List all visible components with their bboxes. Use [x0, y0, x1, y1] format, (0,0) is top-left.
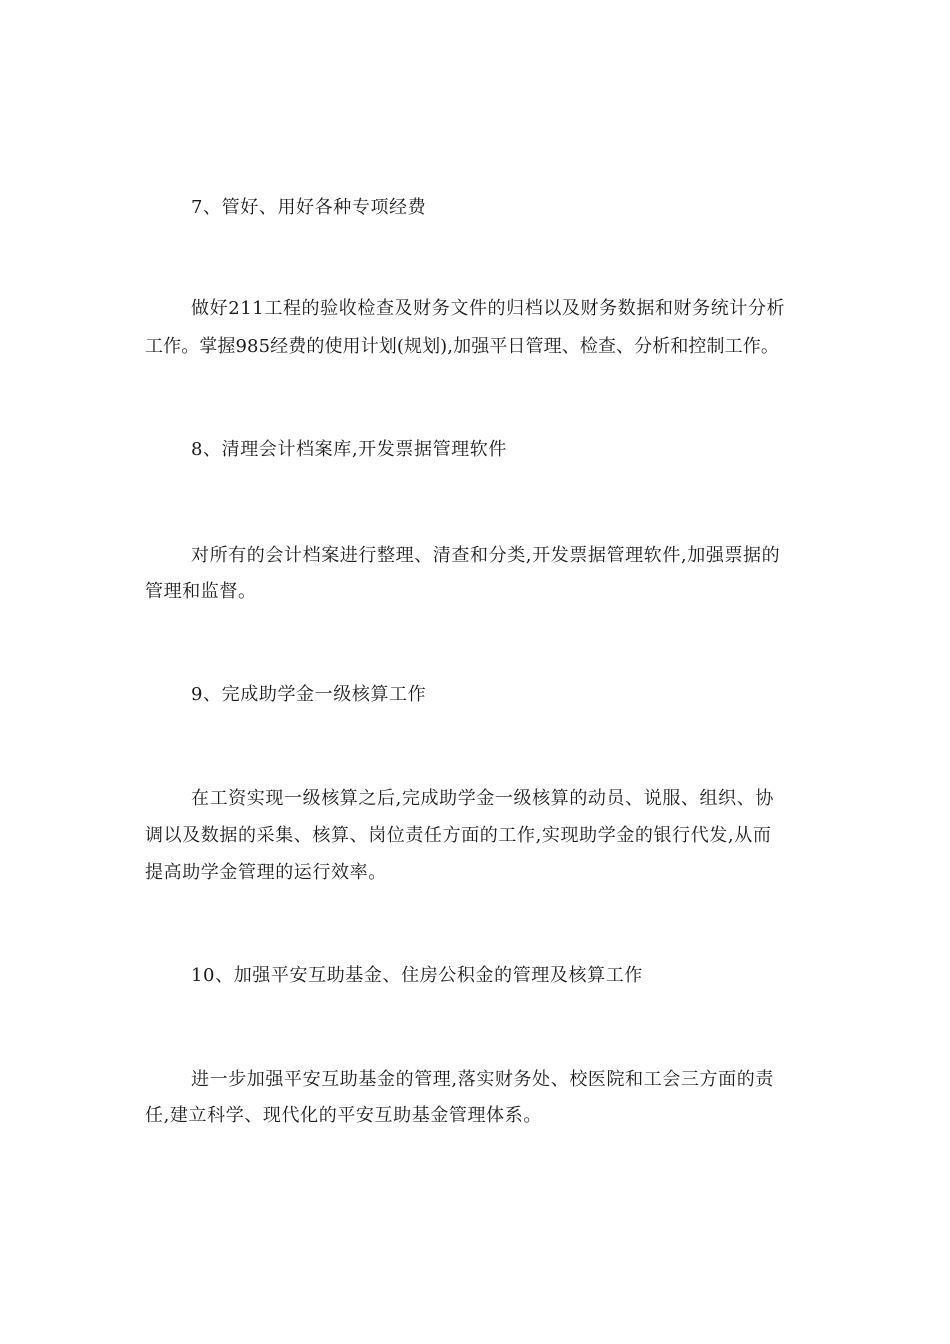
paragraph-line: 调以及数据的采集、核算、岗位责任方面的工作,实现助学金的银行代发,从而 — [145, 825, 772, 846]
paragraph-line: 提高助学金管理的运行效率。 — [145, 862, 387, 883]
section-heading-8: 8、清理会计档案库,开发票据管理软件 — [191, 439, 507, 460]
paragraph-line: 在工资实现一级核算之后,完成助学金一级核算的动员、说服、组织、协 — [191, 788, 774, 809]
section-heading-10: 10、加强平安互助基金、住房公积金的管理及核算工作 — [191, 965, 643, 986]
paragraph-line: 任,建立科学、现代化的平安互助基金管理体系。 — [145, 1105, 542, 1126]
paragraph-line: 进一步加强平安互助基金的管理,落实财务处、校医院和工会三方面的责 — [191, 1069, 774, 1090]
paragraph-line: 对所有的会计档案进行整理、清查和分类,开发票据管理软件,加强票据的 — [191, 545, 781, 566]
paragraph-line: 做好211工程的验收检查及财务文件的归档以及财务数据和财务统计分析 — [191, 298, 786, 319]
paragraph-line: 管理和监督。 — [145, 581, 257, 602]
paragraph-line: 工作。掌握985经费的使用计划(规划),加强平日管理、检查、分析和控制工作。 — [145, 336, 779, 357]
section-heading-9: 9、完成助学金一级核算工作 — [191, 684, 427, 705]
section-heading-7: 7、管好、用好各种专项经费 — [191, 197, 427, 218]
